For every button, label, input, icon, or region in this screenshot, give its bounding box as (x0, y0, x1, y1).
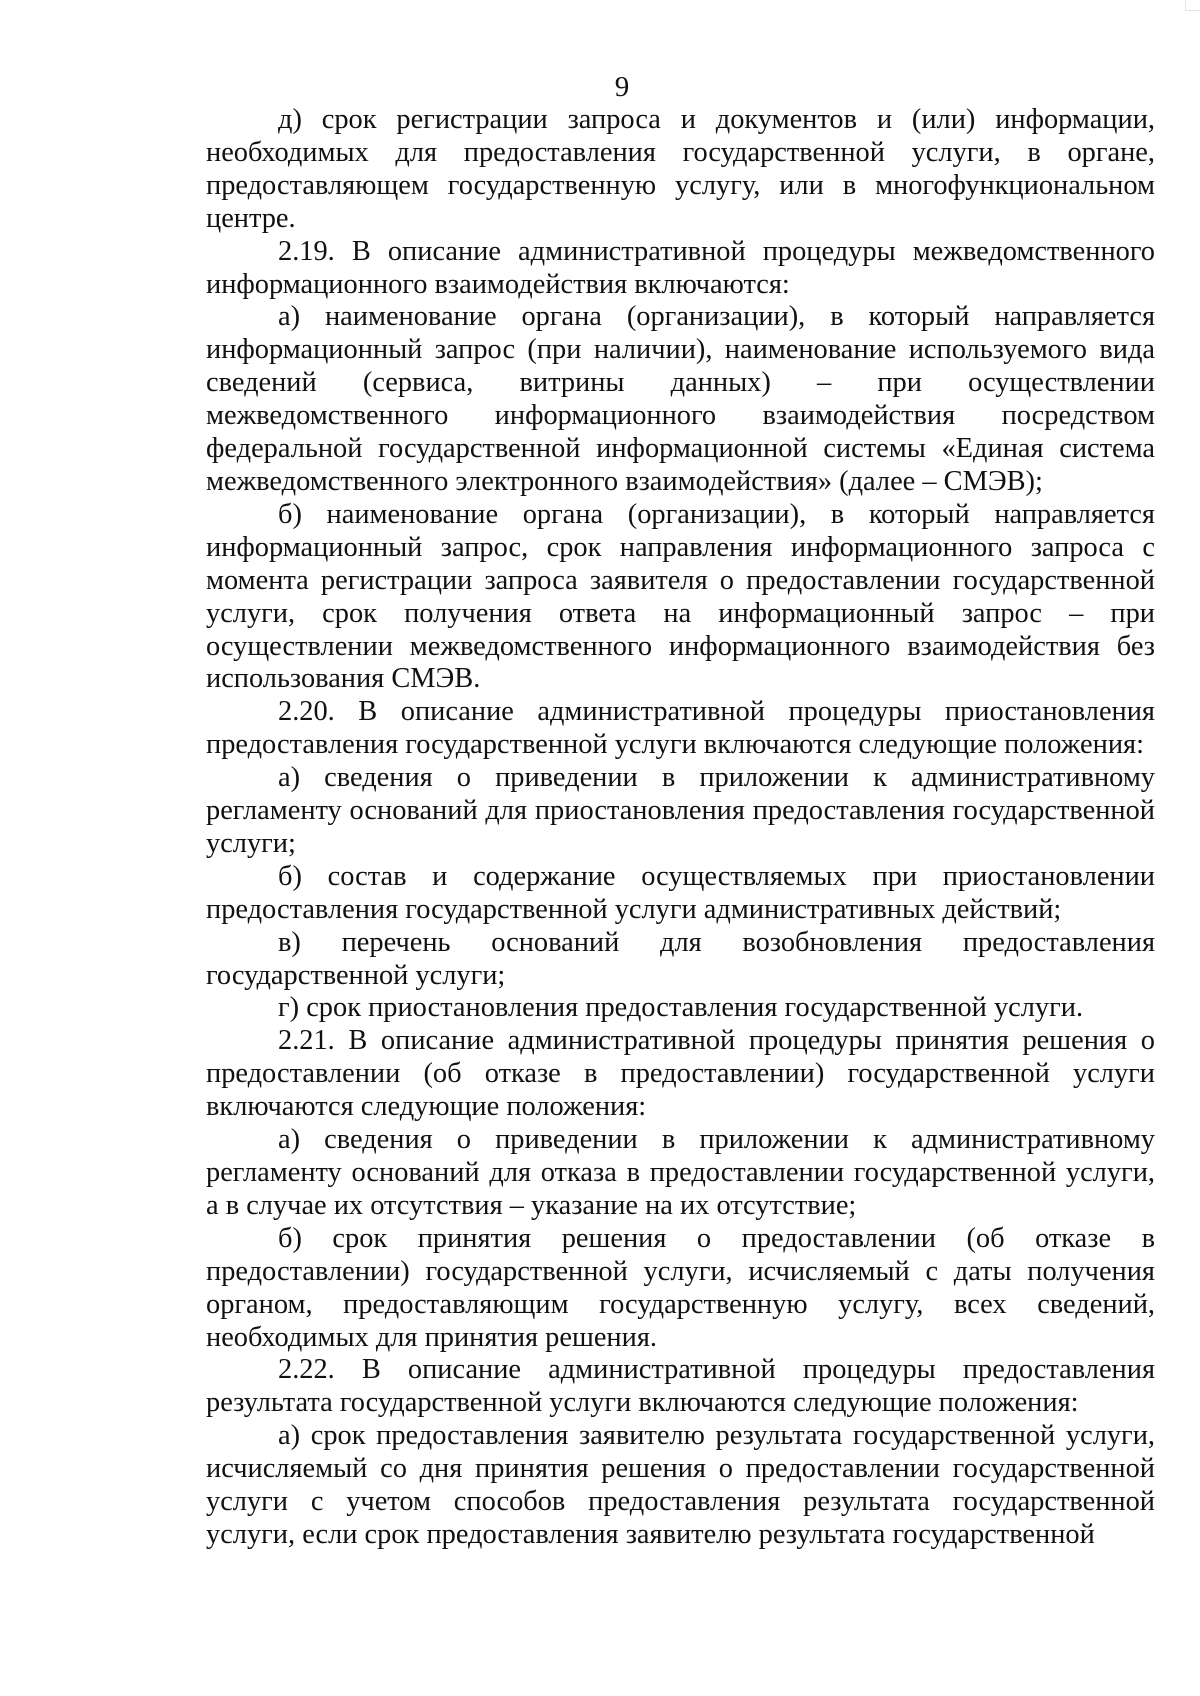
paragraph-2-21: 2.21. В описание административной процедуры принятия решения о предоставлении (об отказе в предоставлении) государственной услуги включаются следующие положения: (206, 1025, 1155, 1123)
paragraph-2-21-b: б) срок принятия решения о предоставлении (об отказе в предоставлении) государственной услуги, исчисляемый с даты получения органом, предоставляющим государственную услугу, всех сведений, необходимых для принятия решения. (206, 1222, 1155, 1353)
paragraph-2-20-v: в) перечень оснований для возобновления предоставления государственной услуги; (206, 926, 1155, 991)
page-number: 9 (614, 71, 630, 103)
paragraph-d-registration-term: д) срок регистрации запроса и документов и (или) информации, необходимых для предоставления государственной услуги, в органе, предоставляющем государственную услугу, или в многофункциональном центре. (206, 104, 1155, 234)
paragraph-2-19-a: а) наименование органа (организации), в который направляется информационный запрос (при наличии), наименование используемого вида сведений (сервиса, витрины данных) – при осуществлении межведомственного информационного взаимодействия посредством федеральной государственной информационной системы «Единая система межведомственного электронного взаимодействия» (далее – СМЭВ); (206, 301, 1155, 497)
paragraph-2-20-g: г) срок приостановления предоставления государственной услуги. (278, 992, 1084, 1024)
paragraph-2-19-b: б) наименование органа (организации), в который направляется информационный запрос, срок направления информационного запроса с момента регистрации запроса заявителя о предоставлении государственной услуги, срок получения ответа на информационный запрос – при осуществлении межведомственного информационного взаимодействия без использования СМЭВ. (206, 498, 1155, 695)
paragraph-2-22-a: а) срок предоставления заявителю результата государственной услуги, исчисляемый со дня принятия решения о предоставлении государственной услуги с учетом способов предоставления результата государственной услуги, если срок предоставления заявителю результата государственной (206, 1420, 1155, 1550)
paragraph-2-20-b: б) состав и содержание осуществляемых при приостановлении предоставления государственной услуги административных действий; (206, 860, 1155, 925)
scan-corner-mark (1185, 0, 1200, 11)
paragraph-2-20-a: а) сведения о приведении в приложении к административному регламенту оснований для приостановления предоставления государственной услуги; (206, 762, 1155, 859)
paragraph-2-20: 2.20. В описание административной процедуры приостановления предоставления государственной услуги включаются следующие положения: (206, 696, 1155, 761)
paragraph-2-19: 2.19. В описание административной процедуры межведомственного информационного взаимодействия включаются: (206, 235, 1155, 300)
document-body (206, 104, 1155, 1552)
paragraph-2-22: 2.22. В описание административной процедуры предоставления результата государственной услуги включаются следующие положения: (206, 1354, 1155, 1419)
paragraph-2-21-a: а) сведения о приведении в приложении к административному регламенту оснований для отказа в предоставлении государственной услуги, а в случае их отсутствия – указание на их отсутствие; (206, 1124, 1155, 1221)
